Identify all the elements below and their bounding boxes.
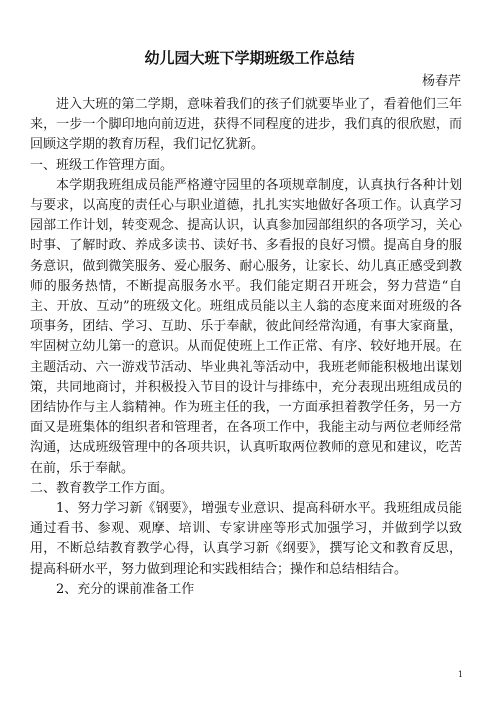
document-title: 幼儿园大班下学期班级工作总结 [144, 49, 355, 67]
class-management-paragraph: 本学期我班组成员能严格遵守园里的各项规章制度，认真执行各种计划与要求，以高度的责任心与职业道德，扎扎实实地做好各项工作。认真学习园部工作计划，转变观念、提高认识，认真参加园部组织的各项学习，关心时事、了解时政、养成多读书、读好书、多看报的良好习惯。提高自身的服务意识，做到微笑服务、爱心服务、耐心服务，让家长、幼儿真正感受到教师的服务热情，不断提高服务水平。我们能定期召开班会，努力营造“自主、开放、互动”的班级文化。班组成员能以主人翁的态度来面对班级的各项事务，团结、学习、互助、乐于奉献，彼此间经常沟通，有事大家商量，牢固树立幼儿第一的意识。从而促使班上工作正常、有序、较好地开展。在主题活动、六一游戏节活动、毕业典礼等活动中，我班老师能积极地出谋划策，共同地商讨，并积极投入节目的设计与排练中，充分表现出班组成员的团结协作与主人翁精神。作为班主任的我，一方面承担着教学任务，另一方面又是班集体的组织者和管理者，在各项工作中，我能主动与两位老师经常沟通，达成班级管理中的各项共识，认真听取两位教师的意见和建议，吃苦在前，乐于奉献。 [30, 177, 462, 476]
page-number: 1 [457, 670, 463, 679]
document-body [30, 95, 462, 600]
teaching-paragraph-1: 1、努力学习新《钢要》，增强专业意识、提高科研水平。我班组成员能通过看书、参观、观摩、培训、专家讲座等形式加强学习，并做到学以致用，不断总结教育教学心得，认真学习新《纲要》，撰写论文和教育反思，提高科研水平，努力做到理论和实践相结合；操作和总结相结合。 [30, 501, 462, 577]
teaching-paragraph-2: 2、充分的课前准备工作 [56, 581, 195, 597]
section-heading-teaching: 二、教育教学工作方面。 [30, 480, 174, 496]
section-heading-class-management: 一、班级工作管理方面。 [30, 157, 174, 173]
document-author: 杨春芹 [421, 74, 461, 89]
intro-paragraph: 进入大班的第二学期，意味着我们的孩子们就要毕业了，看着他们三年来，一步一个脚印地向前迈进，获得不同程度的进步，我们真的很欣慰，而回顾这学期的教育历程，我们记忆犹新。 [30, 97, 462, 153]
